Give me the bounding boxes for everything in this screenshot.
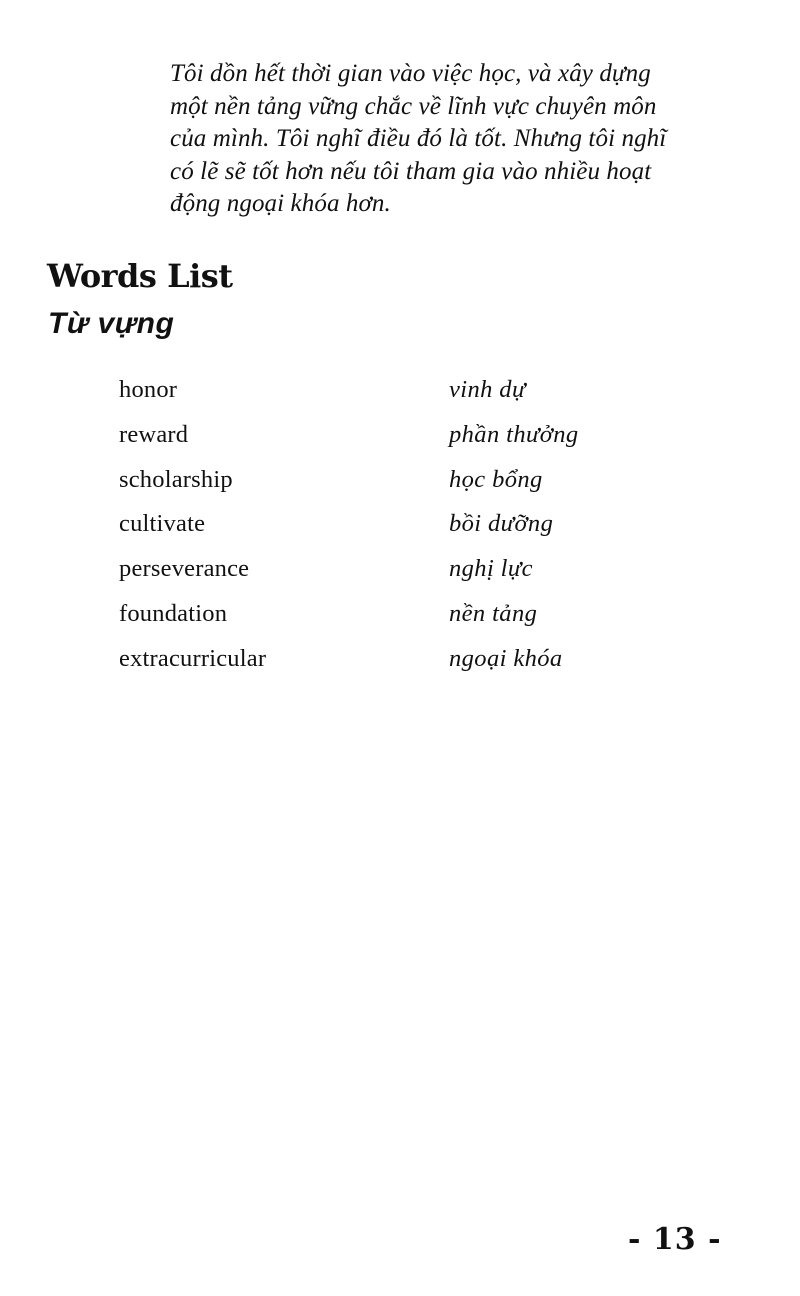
- section-title: Words List: [47, 257, 233, 295]
- word-vietnamese: học bổng: [449, 465, 543, 493]
- word-row: [119, 549, 679, 594]
- word-vietnamese: vinh dự: [449, 376, 526, 403]
- word-vietnamese: phần thưởng: [449, 420, 579, 448]
- intro-line: động ngoại khóa hơn.: [170, 190, 391, 217]
- intro-line: của mình. Tôi nghĩ điều đó là tốt. Nhưng tôi nghĩ: [170, 125, 667, 152]
- word-row: [119, 415, 679, 460]
- word-english: reward: [119, 420, 189, 448]
- intro-line: Tôi dồn hết thời gian vào việc học, và xây dựng: [170, 60, 651, 87]
- page-number: - 13 -: [628, 1222, 722, 1257]
- section-subtitle: Từ vựng: [48, 307, 175, 340]
- word-row: [119, 504, 679, 549]
- word-vietnamese: ngoại khóa: [449, 644, 563, 672]
- intro-line: có lẽ sẽ tốt hơn nếu tôi tham gia vào nhiều hoạt: [170, 157, 652, 185]
- intro-paragraph: [170, 58, 735, 221]
- word-english: extracurricular: [119, 644, 267, 672]
- word-english: scholarship: [119, 465, 233, 493]
- word-english: honor: [119, 376, 178, 403]
- word-list: [119, 370, 679, 684]
- word-vietnamese: nền tảng: [449, 599, 538, 627]
- word-row: [119, 594, 679, 639]
- word-row: [119, 639, 679, 684]
- word-english: perseverance: [119, 555, 250, 583]
- word-row: [119, 460, 679, 505]
- word-row: [119, 370, 679, 415]
- word-english: cultivate: [119, 510, 206, 538]
- word-vietnamese: nghị lực: [449, 555, 533, 583]
- word-vietnamese: bồi dưỡng: [449, 510, 554, 538]
- word-english: foundation: [119, 599, 228, 627]
- intro-line: một nền tảng vững chắc về lĩnh vực chuyên môn: [170, 92, 657, 120]
